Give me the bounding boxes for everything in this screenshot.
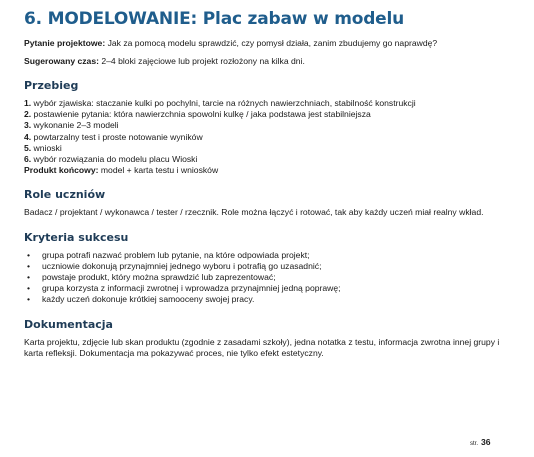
step-text: powtarzalny test i proste notowanie wyników	[31, 131, 203, 142]
suggested-time-text: 2–4 bloki zajęciowe lub projekt rozłożony na kilka dni.	[98, 56, 305, 66]
documentation-paragraph: Karta projektu, zdjęcie lub skan produktu (zgodnie z zasadami szkoły), jedna notatka z testu, informacja zwrotna innej grupy i karta refleksji. Dokumentacja ma pokazywać proces, nie tylko efekt estetyczny.	[24, 336, 500, 358]
suggested-time-label: Sugerowany czas:	[24, 56, 99, 66]
step-number: 1.	[24, 98, 32, 108]
list-item	[24, 132, 514, 143]
criteria-text: powstaje produkt, który można sprawdzić lub zaprezentować;	[42, 272, 276, 283]
final-product-label: Produkt końcowy:	[24, 165, 99, 176]
suggested-time	[24, 56, 514, 67]
section-heading-przebieg: Przebieg	[24, 79, 79, 92]
list-item	[24, 109, 514, 120]
final-product-text: model + karta testu i wniosków	[98, 165, 219, 176]
step-number: 3.	[24, 120, 32, 131]
step-text: wnioski	[31, 142, 62, 153]
criteria-list	[24, 250, 514, 306]
criteria-text: grupa potrafi nazwać problem lub pytanie, na które odpowiada projekt;	[42, 249, 310, 260]
bullet-icon: •	[27, 249, 31, 260]
step-number: 2.	[24, 109, 32, 120]
list-item	[24, 283, 514, 294]
step-text: wybór rozwiązania do modelu placu Wioski	[31, 154, 198, 165]
page-number	[470, 437, 491, 447]
page-number-prefix: str.	[470, 441, 479, 447]
list-item	[24, 261, 514, 272]
steps-list	[24, 98, 514, 165]
page-number-value: 36	[481, 437, 491, 447]
step-number: 4.	[24, 131, 32, 142]
section-heading-kryteria: Kryteria sukcesu	[24, 230, 129, 244]
section-heading-role: Role uczniów	[24, 188, 106, 202]
roles-paragraph: Badacz / projektant / wykonawca / tester / rzecznik. Role można łączyć i rotować, tak aby każdy uczeń miał realny wkład.	[24, 207, 484, 218]
criteria-text: grupa korzysta z informacji zwrotnej i wprowadza przynajmniej jedną poprawę;	[42, 283, 341, 294]
step-text: postawienie pytania: która nawierzchnia spowolni kulkę / jaka podstawa jest stabilniejsza	[31, 109, 371, 120]
design-question	[24, 38, 514, 49]
list-item	[24, 250, 514, 261]
list-item	[24, 143, 514, 154]
list-item	[24, 120, 514, 131]
step-number: 6.	[24, 154, 32, 165]
list-item	[24, 294, 514, 305]
bullet-icon: •	[27, 294, 31, 305]
criteria-text: uczniowie dokonują przynajmniej jednego wyboru i potrafią go uzasadnić;	[42, 260, 322, 271]
step-text: wybór zjawiska: staczanie kulki po pochylni, tarcie na różnych nawierzchniach, stabilność konstrukcji	[31, 98, 416, 108]
step-number: 5.	[24, 142, 32, 153]
page-title: 6. MODELOWANIE: Plac zabaw w modelu	[24, 9, 405, 29]
section-heading-dokumentacja: Dokumentacja	[24, 317, 113, 331]
list-item	[24, 272, 514, 283]
bullet-icon: •	[27, 260, 31, 271]
bullet-icon: •	[27, 272, 31, 283]
final-product	[24, 165, 514, 176]
bullet-icon: •	[27, 283, 31, 294]
criteria-text: każdy uczeń dokonuje krótkiej samooceny swojej pracy.	[42, 294, 255, 305]
step-text: wykonanie 2–3 modeli	[31, 120, 119, 131]
list-item	[24, 154, 514, 165]
design-question-text: Jak za pomocą modelu sprawdzić, czy pomysł działa, zanim zbudujemy go naprawdę?	[105, 38, 438, 48]
design-question-label: Pytanie projektowe:	[24, 38, 106, 48]
page	[24, 8, 514, 359]
list-item	[24, 98, 514, 109]
